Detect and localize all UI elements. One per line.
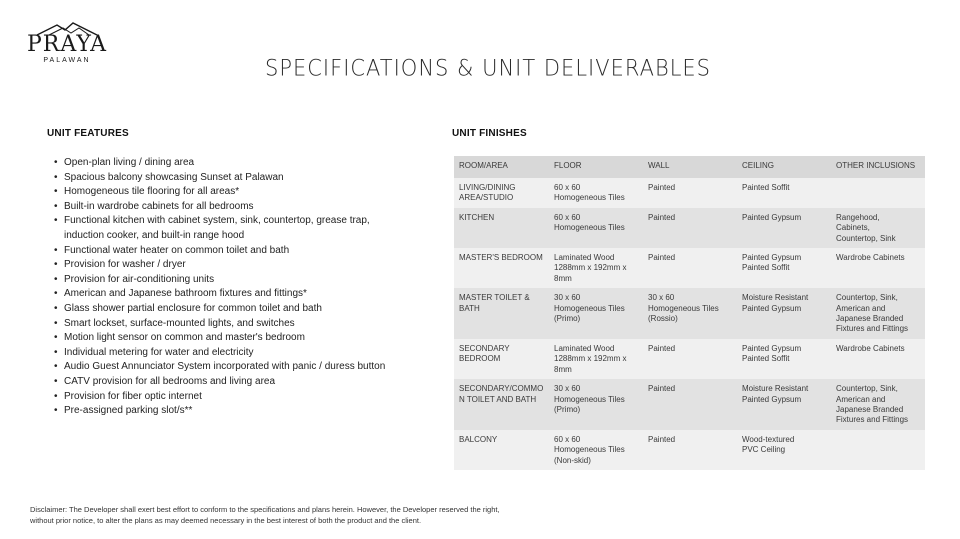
cell-text: Homogeneous Tiles — [648, 303, 719, 313]
feature-item: • Functional kitchen with cabinet system, sink, countertop, grease trap, — [54, 214, 434, 229]
table-row — [454, 430, 925, 470]
cell-text: Homogeneous Tiles — [554, 223, 625, 233]
table-cell — [454, 178, 549, 208]
cell-text: American and — [836, 303, 886, 313]
cell-text: Moisture Resistant — [742, 384, 809, 394]
table-cell — [549, 178, 643, 208]
feature-item: induction cooker, and built-in range hood — [64, 229, 245, 241]
table-cell — [831, 288, 925, 339]
cell-text: N TOILET AND BATH — [459, 394, 537, 404]
cell-text: Painted Soffit — [742, 354, 790, 364]
table-cell — [454, 430, 549, 470]
table-cell — [454, 208, 549, 248]
table-cell — [831, 379, 925, 430]
table-cell — [643, 430, 737, 470]
cell-text: Painted — [648, 343, 676, 353]
brand-logo — [22, 22, 112, 64]
cell-text: MASTER TOILET & — [459, 293, 530, 303]
column-header: WALL — [643, 156, 737, 178]
features-heading: UNIT FEATURES — [47, 128, 129, 139]
features-list — [54, 156, 434, 419]
cell-text: KITCHEN — [459, 212, 495, 222]
cell-text: 1288mm x 192mm x — [554, 354, 627, 364]
table-row — [454, 339, 925, 379]
cell-text: Countertop, Sink, — [836, 293, 898, 303]
table-cell — [454, 339, 549, 379]
cell-text: SECONDARY/COMMO — [459, 384, 544, 394]
table-cell — [454, 288, 549, 339]
table-row — [454, 379, 925, 430]
cell-text: Japanese Branded — [836, 404, 904, 414]
cell-text: (Non-skid) — [554, 455, 591, 465]
table-cell — [549, 208, 643, 248]
cell-text: Homogeneous Tiles — [554, 394, 625, 404]
table-cell — [737, 379, 831, 430]
table-cell — [643, 208, 737, 248]
column-header: ROOM/AREA — [454, 156, 549, 178]
page-title: SPECIFICATIONS & UNIT DELIVERABLES — [265, 55, 712, 81]
feature-item: • American and Japanese bathroom fixtures and fittings* — [54, 287, 434, 302]
cell-text: (Primo) — [554, 404, 581, 414]
cell-text: Moisture Resistant — [742, 293, 809, 303]
cell-text: 60 x 60 — [554, 183, 581, 192]
table-cell — [549, 339, 643, 379]
cell-text: (Rossio) — [648, 314, 678, 324]
table-cell — [454, 379, 549, 430]
feature-item: • Built-in wardrobe cabinets for all bedrooms — [54, 200, 434, 215]
cell-text: Countertop, Sink, — [836, 384, 898, 394]
table-cell — [737, 248, 831, 288]
table-cell — [831, 248, 925, 288]
table-cell — [737, 430, 831, 470]
cell-text: Japanese Branded — [836, 314, 904, 324]
cell-text: 30 x 60 — [554, 293, 581, 303]
cell-text: Painted Gypsum — [742, 253, 802, 263]
cell-text: SECONDARY — [459, 343, 510, 353]
feature-item: • Spacious balcony showcasing Sunset at Palawan — [54, 171, 434, 186]
feature-item: • Pre-assigned parking slot/s** — [54, 404, 434, 419]
table-cell — [643, 248, 737, 288]
cell-text: 1288mm x 192mm x — [554, 263, 627, 273]
table-cell — [643, 379, 737, 430]
cell-text: AREA/STUDIO — [459, 193, 514, 203]
column-header: CEILING — [737, 156, 831, 178]
column-header: OTHER INCLUSIONS — [831, 156, 925, 178]
table-row — [454, 208, 925, 248]
cell-text: Homogeneous Tiles — [554, 445, 625, 455]
cell-text: American and — [836, 394, 886, 404]
disclaimer-line: without prior notice, to alter the plans as may deemed necessary in the best interest of both the product and the client. — [30, 516, 422, 525]
cell-text: 60 x 60 — [554, 434, 581, 444]
cell-text: PVC Ceiling — [742, 445, 786, 455]
table-cell — [831, 339, 925, 379]
cell-text: Laminated Wood — [554, 343, 615, 353]
feature-item: • Provision for fiber optic internet — [54, 390, 434, 405]
cell-text: Laminated Wood — [554, 253, 615, 263]
cell-text: Homogeneous Tiles — [554, 193, 625, 203]
feature-item: • Smart lockset, surface-mounted lights, and switches — [54, 317, 434, 332]
column-header: FLOOR — [549, 156, 643, 178]
disclaimer-line: Disclaimer: The Developer shall exert best effort to conform to the specifications and plans herein. However, the Developer reserved the right, — [30, 505, 500, 514]
cell-text: Painted — [648, 434, 676, 444]
finishes-table — [454, 156, 925, 470]
brand-location: PALAWAN — [43, 57, 91, 64]
cell-text: Painted Gypsum — [742, 212, 802, 222]
cell-text: Painted Soffit — [742, 183, 790, 192]
table-cell — [643, 288, 737, 339]
feature-item: • Provision for washer / dryer — [54, 258, 434, 273]
cell-text: Painted Soffit — [742, 263, 790, 273]
table-cell — [643, 178, 737, 208]
table-row — [454, 178, 925, 208]
table-cell — [737, 339, 831, 379]
cell-text: 8mm — [554, 273, 572, 283]
table-cell — [549, 430, 643, 470]
cell-text: 60 x 60 — [554, 212, 581, 222]
cell-text: MASTER'S BEDROOM — [459, 253, 543, 263]
feature-item: • Individual metering for water and electricity — [54, 346, 434, 361]
feature-item: • Open-plan living / dining area — [54, 156, 434, 171]
cell-text: Homogeneous Tiles — [554, 303, 625, 313]
table-cell — [549, 248, 643, 288]
table-row — [454, 288, 925, 339]
cell-text: Fixtures and Fittings — [836, 415, 909, 425]
table-cell — [737, 288, 831, 339]
table-cell — [643, 339, 737, 379]
finishes-heading: UNIT FINISHES — [452, 128, 527, 139]
table-cell — [549, 288, 643, 339]
feature-item: • Motion light sensor on common and master's bedroom — [54, 331, 434, 346]
table-cell — [454, 248, 549, 288]
table-header-row — [454, 156, 925, 178]
cell-text: 30 x 60 — [648, 293, 675, 303]
table-cell — [737, 208, 831, 248]
disclaimer — [30, 504, 590, 526]
table-cell — [737, 178, 831, 208]
cell-text: Painted — [648, 253, 676, 263]
cell-text: 30 x 60 — [554, 384, 581, 394]
cell-text: BALCONY — [459, 434, 498, 444]
table-cell — [831, 208, 925, 248]
feature-item: • Homogeneous tile flooring for all areas* — [54, 185, 434, 200]
cell-text: Fixtures and Fittings — [836, 324, 909, 334]
table-cell — [831, 430, 925, 470]
cell-text: Cabinets, — [836, 223, 870, 233]
cell-text: Painted Gypsum — [742, 394, 802, 404]
cell-text: BATH — [459, 303, 480, 313]
feature-item: • Functional water heater on common toilet and bath — [54, 244, 434, 259]
table-cell — [831, 178, 925, 208]
feature-item: • Glass shower partial enclosure for common toilet and bath — [54, 302, 434, 317]
cell-text: Wood-textured — [742, 434, 795, 444]
cell-text: Painted — [648, 183, 676, 192]
cell-text: (Primo) — [554, 314, 581, 324]
table-row — [454, 248, 925, 288]
cell-text: Painted — [648, 212, 676, 222]
cell-text: 8mm — [554, 364, 572, 374]
table-cell — [549, 379, 643, 430]
cell-text: Painted Gypsum — [742, 343, 802, 353]
feature-item: • Provision for air-conditioning units — [54, 273, 434, 288]
cell-text: Painted — [648, 384, 676, 394]
cell-text: Countertop, Sink — [836, 233, 896, 243]
feature-item: • Audio Guest Annunciator System incorporated with panic / duress button — [54, 360, 434, 375]
cell-text: LIVING/DINING — [459, 183, 516, 192]
cell-text: Wardrobe Cabinets — [836, 253, 905, 263]
cell-text: Painted Gypsum — [742, 303, 802, 313]
cell-text: Wardrobe Cabinets — [836, 343, 905, 353]
feature-item: • CATV provision for all bedrooms and living area — [54, 375, 434, 390]
cell-text: Rangehood, — [836, 212, 880, 222]
cell-text: BEDROOM — [459, 354, 501, 364]
brand-name: PRAYA — [26, 32, 108, 57]
